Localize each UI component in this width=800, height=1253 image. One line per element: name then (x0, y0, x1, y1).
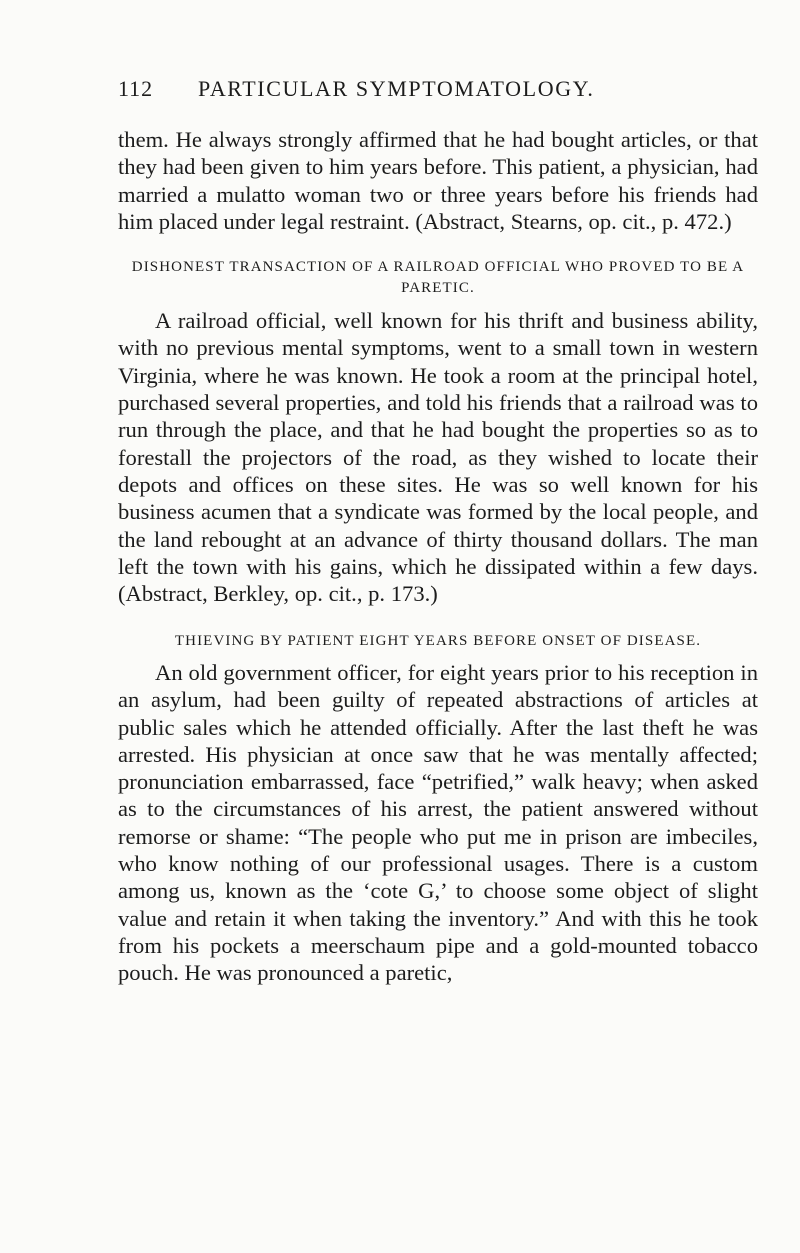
paragraph-railroad-official: A railroad official, well known for his thrift and business ability, with no previous mental symptoms, went to a small town in western Virginia, where he was known. He took a room at the principal hotel, purchased several properties, and told his friends that a railroad was to run through the place, and that he had bought the properties so as to forestall the projectors of the road, as they wished to locate their depots and offices on these sites. He was so well known for his business acumen that a syndicate was formed by the local people, and the land rebought at an advance of thirty thousand dollars. The man left the town with his gains, which he dissipated within a few days. (Abstract, Berkley, op. cit., p. 173.) (118, 308, 758, 607)
paragraph-government-officer: An old government officer, for eight years prior to his reception in an asylum, had been guilty of repeated abstractions of articles at public sales which he attended officially. After the last theft he was arrested. His physician at once saw that he was mentally affected; pronunciation embarrassed, face “petrified,” walk heavy; when asked as to the circumstances of his arrest, the patient answered without remorse or shame: “The people who put me in prison are imbeciles, who know nothing of our professional usages. There is a custom among us, known as the ‘cote G,’ to choose some object of slight value and retain it when taking the inventory.” And with this he took from his pockets a meerschaum pipe and a gold-mounted tobacco pouch. He was pronounced a paretic, (118, 659, 758, 986)
section-heading-thieving-patient: THIEVING BY PATIENT EIGHT YEARS BEFORE ONSET OF DISEASE. (174, 633, 702, 650)
running-head (118, 64, 758, 100)
paragraph-continuation: them. He always strongly affirmed that he had bought articles, or that they had been given to him years before. This patient, a physician, had married a mulatto woman two or three years before his friends had him placed under legal restraint. (Abstract, Stearns, op. cit., p. 472.) (118, 127, 758, 234)
body-text (118, 126, 758, 987)
page-number: 112 (118, 76, 154, 101)
section-heading-railroad-official: DISHONEST TRANSACTION OF A RAILROAD OFFICIAL WHO PROVED TO BE A PARETIC. (131, 259, 745, 296)
running-title: PARTICULAR SYMPTOMATOLOGY. (198, 76, 595, 101)
